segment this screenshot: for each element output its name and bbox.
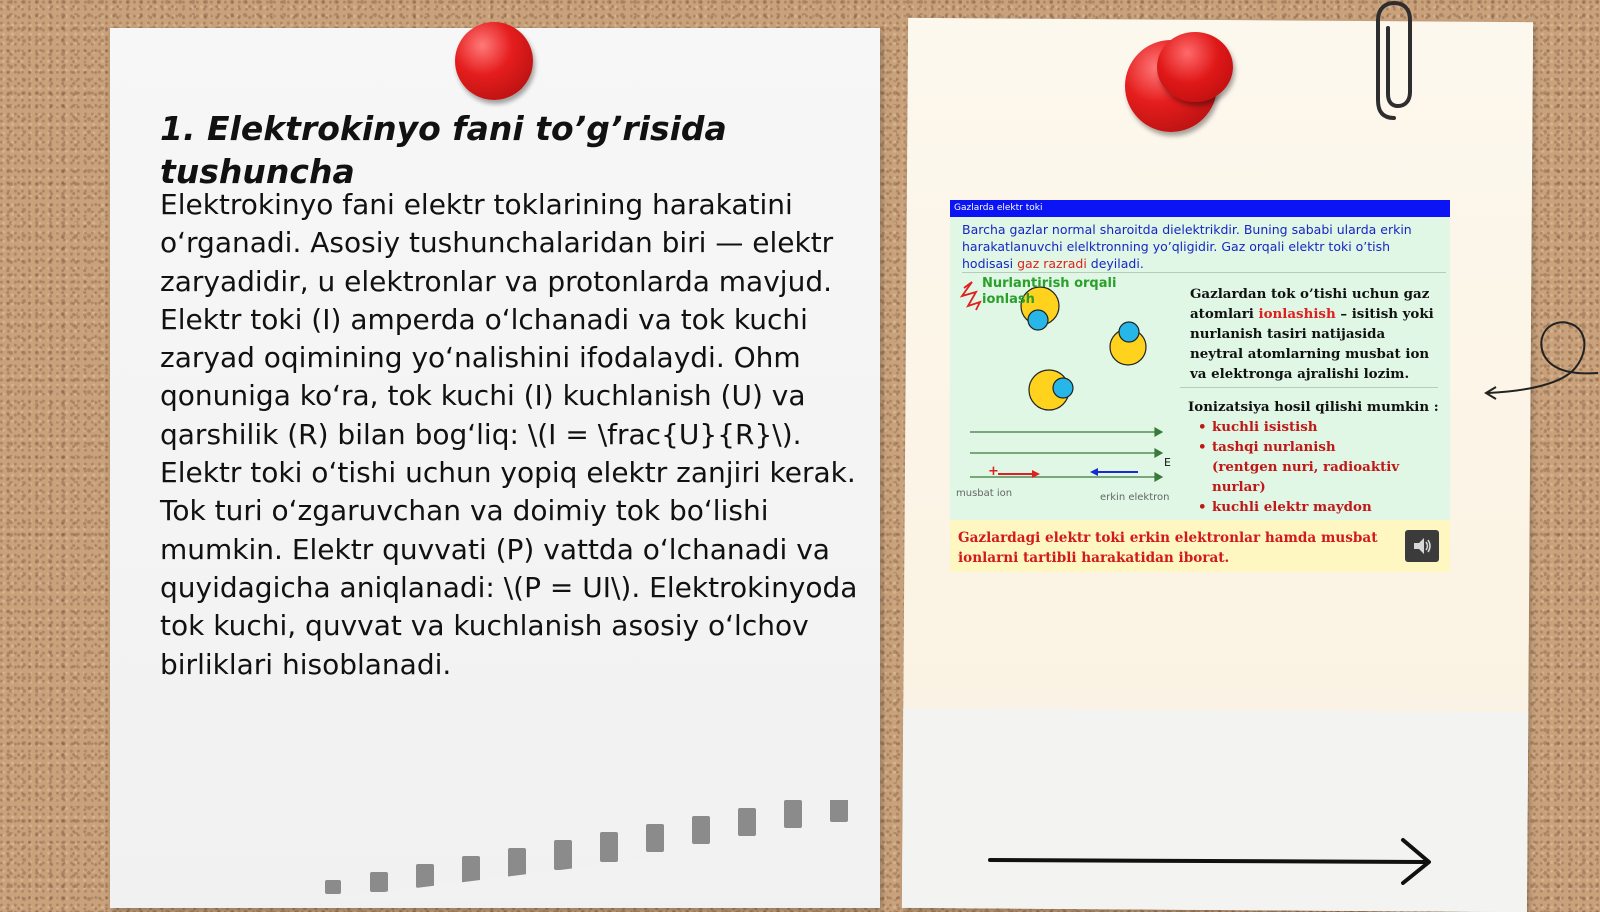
ion-label: musbat ion [956, 488, 1013, 499]
paperclip-icon [1372, 0, 1422, 125]
ionization-diagram [950, 272, 1180, 522]
electron-arrow-icon [1090, 468, 1098, 476]
curly-arrow-icon [1480, 315, 1600, 410]
ionization-list [1194, 417, 1450, 517]
electron-icon [1028, 310, 1048, 330]
electron-icon [1119, 322, 1139, 342]
torn-paper-edge-icon [320, 800, 880, 900]
list-item: • kuchli elektr maydon [1194, 497, 1450, 517]
body-paragraph: Elektrokinyo fani elektr toklarining harakatini oʻrganadi. Asosiy tushunchalaridan biri — elektr zaryadidir, u elektronlar va protonlarda mavjud. Elektr toki (I) amperda oʻlchanadi va tok kuchi zaryad oqimining yoʻnalishini ifodalaydi. Ohm qonuniga koʻra, tok kuchi (I) kuchlanish (U) va qarshilik (R) bilan bogʻliq: \(I = \frac{U}{R}\). Elektr toki oʻtishi uchun yopiq elektr zanjiri kerak. Tok turi oʻzgaruvchan va doimiy tok boʻlishi mumkin. Elektr quvvati (P) vattda oʻlchanadi va quyidagicha aniqlanadi: \(P = UI\). Elektrokinyoda tok kuchi, quvvat va kuchlanish asosiy oʻlchov birliklari hisoblanadi. [160, 188, 858, 681]
ionization-explanation: Gazlardan tok o’tishi uchun gaz atomlari ionlashish – isitish yoki nurlanish tasiri natijasida neytral atomlarning musbat ion va elektronga ajralishi lozim. [1190, 286, 1434, 382]
slide-footer-text: Gazlardagi elektr toki erkin elektronlar hamda musbat ionlarni tartibli harakatidan iborat. [958, 530, 1378, 566]
red-pushpin-icon [1157, 32, 1233, 102]
list-item: • tashqi nurlanish [1194, 437, 1450, 457]
embedded-slide-image [950, 200, 1450, 572]
page-title: 1. Elektrokinyo fani to’g’risida tushuncha [160, 109, 727, 191]
ionization-list-title: Ionizatsiya hosil qilishi mumkin : [1188, 399, 1439, 415]
diagram-heading: Nurlantirish orqali ionlash [982, 276, 1117, 307]
plus-label: + [988, 464, 999, 479]
electron-icon [1053, 378, 1073, 398]
lightning-icon [962, 282, 980, 310]
list-item: • kuchli isistish [1194, 417, 1450, 437]
slide-divider [1180, 387, 1438, 388]
field-label: E [1164, 456, 1171, 469]
electron-label: erkin elektron [1100, 492, 1170, 503]
red-pushpin-icon [455, 22, 533, 100]
right-arrow-icon [985, 835, 1445, 885]
audio-icon [1411, 535, 1433, 557]
speaker-icon[interactable] [1405, 530, 1439, 562]
slide-intro-text: Barcha gazlar normal sharoitda dielektrikdir. Buning sababi ularda erkin harakatlanuvchi elelktronning yo’qligidir. Gaz orqali elektr toki o’tish hodisasi gaz razradi deyiladi. [962, 222, 1412, 271]
list-item: (rentgen nuri, radioaktiv nurlar) [1212, 459, 1400, 495]
slide-header: Gazlarda elektr toki [950, 200, 1450, 217]
